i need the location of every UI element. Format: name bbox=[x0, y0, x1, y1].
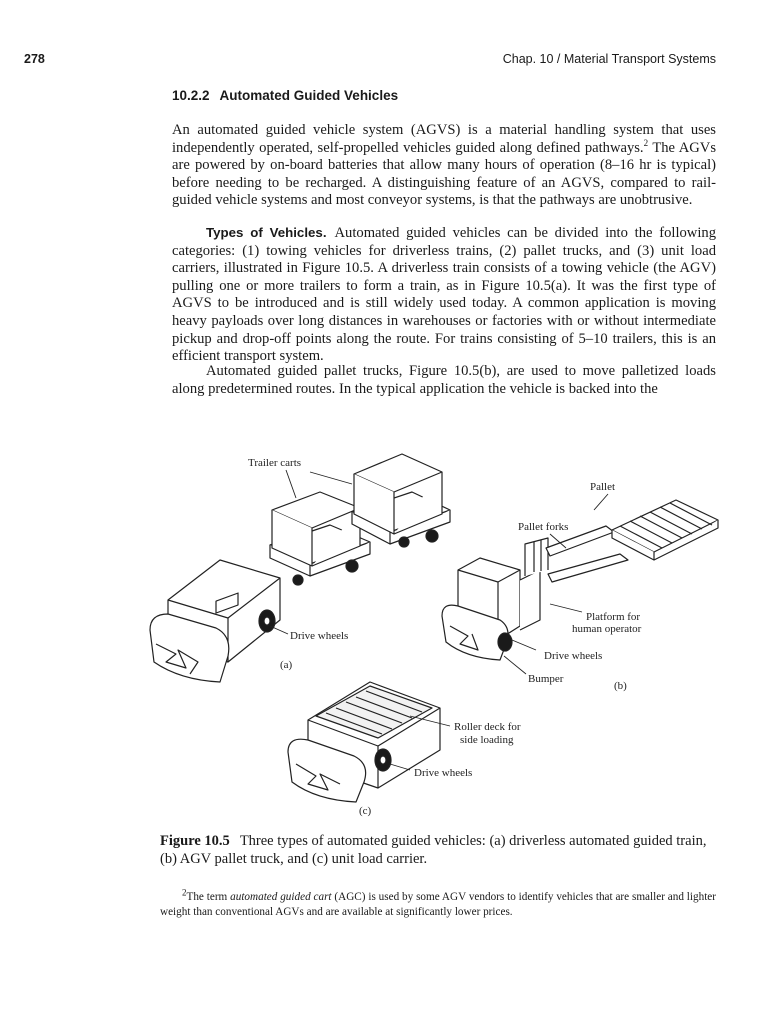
label-roller-line2: side loading bbox=[460, 734, 514, 746]
footnote-number: 2 bbox=[182, 887, 187, 898]
figure-caption bbox=[160, 832, 720, 868]
paragraph-text: An automated guided vehicle system (AGVS) is a material handling system that uses independently operated, self-propelled vehicles guided along defined pathways. bbox=[172, 122, 716, 156]
figure-caption-text: Three types of automated guided vehicles: (a) driverless automated guided train, (b) AGV pallet truck, and (c) unit load carrier. bbox=[160, 833, 707, 867]
running-head: Chap. 10 / Material Transport Systems bbox=[502, 52, 716, 66]
label-bumper: Bumper bbox=[528, 673, 564, 685]
section-number: 10.2.2 bbox=[172, 88, 210, 103]
paragraph-types-of-vehicles bbox=[172, 224, 716, 366]
footnote-text: (AGC) is used by some AGV vendors to identify vehicles that are smaller and lighter weight than conventional AGVs and are available at significantly lower prices. bbox=[160, 891, 716, 918]
page-number: 278 bbox=[24, 52, 45, 66]
label-pallet: Pallet bbox=[590, 481, 616, 493]
sub-label-c: (c) bbox=[359, 805, 372, 817]
paragraph-pallet-trucks: Automated guided pallet trucks, Figure 10.5(b), are used to move palletized loads along predetermined routes. In the typical application the vehicle is backed into the bbox=[172, 363, 716, 397]
pallet-drawing bbox=[612, 500, 718, 560]
footnote-marker: 2 bbox=[643, 137, 649, 148]
paragraph-agvs-intro bbox=[172, 122, 716, 210]
label-platform-line1: Platform for bbox=[586, 611, 641, 623]
section-heading bbox=[172, 88, 398, 103]
unit-load-carrier-drawing bbox=[288, 682, 440, 802]
agv-figure bbox=[120, 430, 720, 830]
paragraph-text: The AGVs are powered by on-board batteries that allow many hours of operation (8–16 hr is typical) before needing to be recharged. A distinguishing feature of an AGVS, compared to rail-guided vehicle systems and most conveyor systems, is that the pathways are unobtrusive. bbox=[172, 139, 717, 209]
sub-label-a: (a) bbox=[280, 659, 293, 671]
run-in-heading: Types of Vehicles. bbox=[206, 225, 327, 240]
footnote bbox=[160, 887, 716, 920]
label-trailer-carts: Trailer carts bbox=[248, 457, 302, 469]
figure-caption-label: Figure 10.5 bbox=[160, 833, 230, 849]
footnote-term: automated guided cart bbox=[230, 891, 332, 903]
label-drive-wheels-c: Drive wheels bbox=[414, 767, 473, 779]
section-title: Automated Guided Vehicles bbox=[219, 88, 399, 103]
paragraph-text: Automated guided vehicles can be divided into the following categories: (1) towing vehicles for driverless trains, (2) pallet trucks, and (3) unit load carriers, illustrated in Figure 10.5. A driverless train consists of a towing vehicle (the AGV) pulling one or more trailers to form a train, as in Figure 10.5(a). It was the first type of AGVS to be introduced and is still widely used today. A common application is moving heavy payloads over long distances in warehouses or factories with or without intermediate pickup and drop-off points along the route. For trains consisting of 5–10 trailers, this is an efficient transport system. bbox=[172, 225, 716, 365]
label-roller-line1: Roller deck for bbox=[454, 721, 521, 733]
label-pallet-forks: Pallet forks bbox=[518, 521, 569, 533]
sub-label-b: (b) bbox=[614, 680, 627, 692]
label-drive-wheels-b: Drive wheels bbox=[544, 650, 603, 662]
label-platform-line2: human operator bbox=[572, 623, 642, 635]
trailer-cart-2 bbox=[352, 454, 450, 547]
towing-vehicle-drawing bbox=[150, 560, 280, 682]
pallet-truck-drawing bbox=[442, 526, 628, 660]
label-drive-wheels-a: Drive wheels bbox=[290, 630, 349, 642]
footnote-lead: The term bbox=[186, 891, 231, 903]
